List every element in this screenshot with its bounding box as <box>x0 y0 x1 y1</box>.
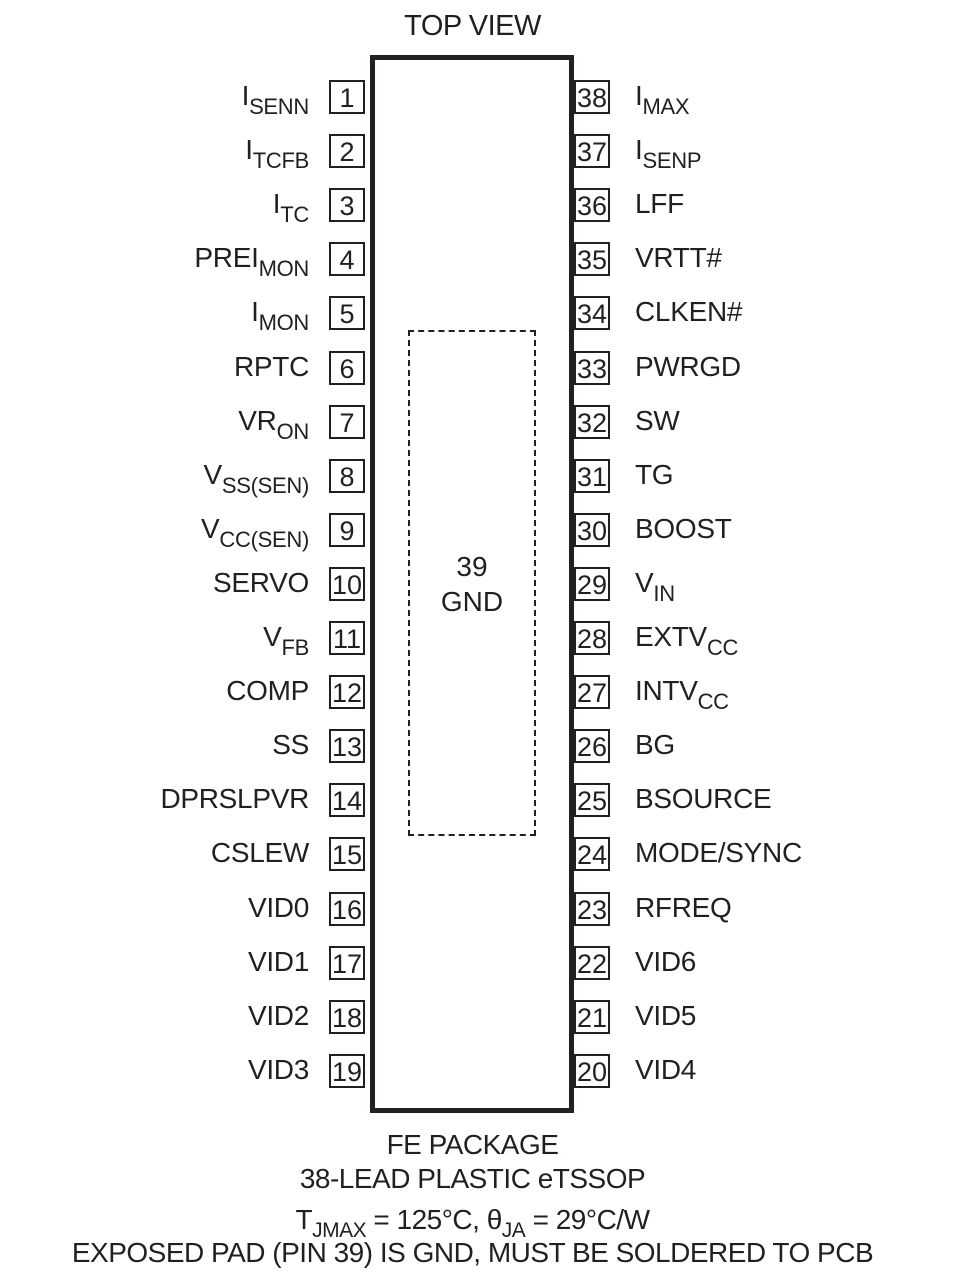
pin-11-label <box>263 620 309 660</box>
pin-7-number: 7 <box>329 405 365 439</box>
pin-30-name: BOOST <box>635 513 732 544</box>
pin-18-label <box>248 999 309 1033</box>
pin-15-name: CSLEW <box>210 837 309 868</box>
pin-2-subscript: TCFB <box>252 148 309 173</box>
pin-28-subscript: CC <box>706 635 739 660</box>
pin-38-label <box>635 79 690 119</box>
pin-26-name: BG <box>635 729 675 760</box>
pin-3-subscript: TC <box>280 202 309 227</box>
pin-35-label <box>635 241 722 275</box>
pin-8-subscript: SS(SEN) <box>221 473 309 498</box>
exposed-pad-label: GND <box>440 586 504 617</box>
pin-38-subscript: MAX <box>642 94 690 119</box>
pin-13-label <box>272 728 309 762</box>
pin-14-label <box>160 782 309 816</box>
pin-25-number: 25 <box>574 783 610 817</box>
exposed-pad-number: 39 <box>456 551 488 582</box>
pin-30-label <box>635 512 732 546</box>
pin-2-label <box>245 133 309 173</box>
pin-14-name: DPRSLPVR <box>160 783 309 814</box>
pin-20-label <box>635 1053 696 1087</box>
pin-29-label <box>635 566 675 606</box>
pin-36-name: LFF <box>635 188 684 219</box>
pin-19-label <box>248 1053 309 1087</box>
pin-3-name: I <box>272 188 281 219</box>
pin-14-number: 14 <box>329 783 365 817</box>
pin-29-name: V <box>635 567 654 598</box>
pin-2-number: 2 <box>329 134 365 168</box>
pin-28-number: 28 <box>574 621 610 655</box>
pin-11-subscript: FB <box>281 635 309 660</box>
pin-37-number: 37 <box>574 134 610 168</box>
pin-8-number: 8 <box>329 459 365 493</box>
pin-18-name: VID2 <box>247 1000 309 1031</box>
pin-31-label <box>635 458 673 492</box>
pin-34-number: 34 <box>574 296 610 330</box>
pin-5-name: I <box>251 296 259 327</box>
thermal-spec <box>0 1203 945 1240</box>
pin-1-label <box>241 79 309 119</box>
pin-19-name: VID3 <box>247 1054 309 1085</box>
pin-35-name: VRTT# <box>635 242 722 273</box>
pin-20-number: 20 <box>574 1054 610 1088</box>
pin-29-number: 29 <box>574 567 610 601</box>
pin-22-number: 22 <box>574 946 610 980</box>
pin-29-subscript: IN <box>653 581 675 606</box>
pin-7-label <box>238 404 309 444</box>
pin-3-number: 3 <box>329 188 365 222</box>
pin-1-number: 1 <box>329 80 365 114</box>
pin-16-number: 16 <box>329 892 365 926</box>
pin-37-label <box>635 133 702 173</box>
pin-13-number: 13 <box>329 729 365 763</box>
pin-27-label <box>635 674 729 714</box>
pin-6-label <box>234 350 309 384</box>
pin-16-label <box>248 891 309 925</box>
pin-27-subscript: CC <box>697 689 729 714</box>
theta-subscript: JA <box>501 1219 526 1242</box>
pin-15-label <box>211 836 309 870</box>
pin-27-name: INTV <box>635 675 698 706</box>
pin-31-name: TG <box>635 459 674 490</box>
pin-23-name: RFREQ <box>635 892 732 923</box>
pin-38-number: 38 <box>574 80 610 114</box>
tjmax-symbol: T <box>295 1204 313 1235</box>
pin-27-number: 27 <box>574 675 610 709</box>
pin-7-name: VR <box>238 405 277 436</box>
pin-37-name: I <box>635 134 643 165</box>
tjmax-subscript: JMAX <box>312 1219 367 1242</box>
pin-4-number: 4 <box>329 242 365 276</box>
pin-32-name: SW <box>635 405 680 436</box>
package-lead-type: 38-LEAD PLASTIC eTSSOP <box>299 1163 646 1194</box>
tjmax-value: = 125°C, <box>366 1204 487 1235</box>
pin-9-number: 9 <box>329 513 365 547</box>
pin-24-name: MODE/SYNC <box>635 837 802 868</box>
top-view-title: TOP VIEW <box>404 10 541 42</box>
pin-8-label <box>203 458 309 498</box>
pin-34-name: CLKEN# <box>635 296 743 327</box>
pin-33-label <box>635 350 741 384</box>
pin-8-name: V <box>203 459 222 490</box>
pin-4-label <box>194 241 309 281</box>
pin-12-label <box>226 674 309 708</box>
pin-32-label <box>635 404 680 438</box>
pin-3-label <box>272 187 309 227</box>
pin-7-subscript: ON <box>276 419 309 444</box>
pin-10-number: 10 <box>329 567 365 601</box>
theta-symbol: θ <box>486 1204 502 1235</box>
package-name: FE PACKAGE <box>386 1129 559 1160</box>
pin-35-number: 35 <box>574 242 610 276</box>
pin-9-label <box>201 512 309 552</box>
pin-25-label <box>635 782 771 816</box>
pin-11-name: V <box>263 621 282 652</box>
pin-22-name: VID6 <box>635 946 697 977</box>
pin-17-label <box>248 945 309 979</box>
pin-25-name: BSOURCE <box>635 783 772 814</box>
pin-10-name: SERVO <box>212 567 309 598</box>
pin-23-label <box>635 891 732 925</box>
pin-33-number: 33 <box>574 351 610 385</box>
pin-6-number: 6 <box>329 351 365 385</box>
pin-15-number: 15 <box>329 837 365 871</box>
exposed-pad-note: EXPOSED PAD (PIN 39) IS GND, MUST BE SOLDERED TO PCB <box>71 1237 874 1268</box>
pin-26-number: 26 <box>574 729 610 763</box>
pin-10-label <box>213 566 309 600</box>
pin-36-number: 36 <box>574 188 610 222</box>
theta-value: = 29°C/W <box>525 1204 650 1235</box>
pin-37-subscript: SENP <box>642 148 702 173</box>
pin-24-number: 24 <box>574 837 610 871</box>
pin-18-number: 18 <box>329 1000 365 1034</box>
pin-5-label <box>251 295 309 335</box>
pin-21-name: VID5 <box>635 1000 697 1031</box>
pin-11-number: 11 <box>329 621 365 655</box>
pin-12-name: COMP <box>226 675 309 706</box>
pin-1-name: I <box>241 80 250 111</box>
pin-13-name: SS <box>272 729 309 760</box>
pin-33-name: PWRGD <box>635 351 741 382</box>
pin-24-label <box>635 836 802 870</box>
pin-32-number: 32 <box>574 405 610 439</box>
pin-19-number: 19 <box>329 1054 365 1088</box>
pin-20-name: VID4 <box>635 1054 697 1085</box>
pin-1-subscript: SENN <box>249 94 309 119</box>
pin-6-name: RPTC <box>233 351 309 382</box>
pin-5-number: 5 <box>329 296 365 330</box>
pin-4-name: PREI <box>194 242 259 273</box>
pin-38-name: I <box>635 80 643 111</box>
pin-2-name: I <box>245 134 253 165</box>
pin-9-subscript: CC(SEN) <box>219 527 309 552</box>
pin-30-number: 30 <box>574 513 610 547</box>
pin-31-number: 31 <box>574 459 610 493</box>
pin-36-label <box>635 187 684 221</box>
pin-17-number: 17 <box>329 946 365 980</box>
pin-21-label <box>635 999 696 1033</box>
pin-5-subscript: MON <box>258 310 309 335</box>
pin-28-name: EXTV <box>635 621 707 652</box>
pin-17-name: VID1 <box>247 946 309 977</box>
pin-12-number: 12 <box>329 675 365 709</box>
pin-28-label <box>635 620 739 660</box>
pin-23-number: 23 <box>574 892 610 926</box>
pin-26-label <box>635 728 675 762</box>
pin-22-label <box>635 945 696 979</box>
pin-16-name: VID0 <box>247 892 309 923</box>
pin-21-number: 21 <box>574 1000 610 1034</box>
pin-9-name: V <box>201 513 220 544</box>
pin-34-label <box>635 295 742 329</box>
pin-4-subscript: MON <box>258 256 309 281</box>
